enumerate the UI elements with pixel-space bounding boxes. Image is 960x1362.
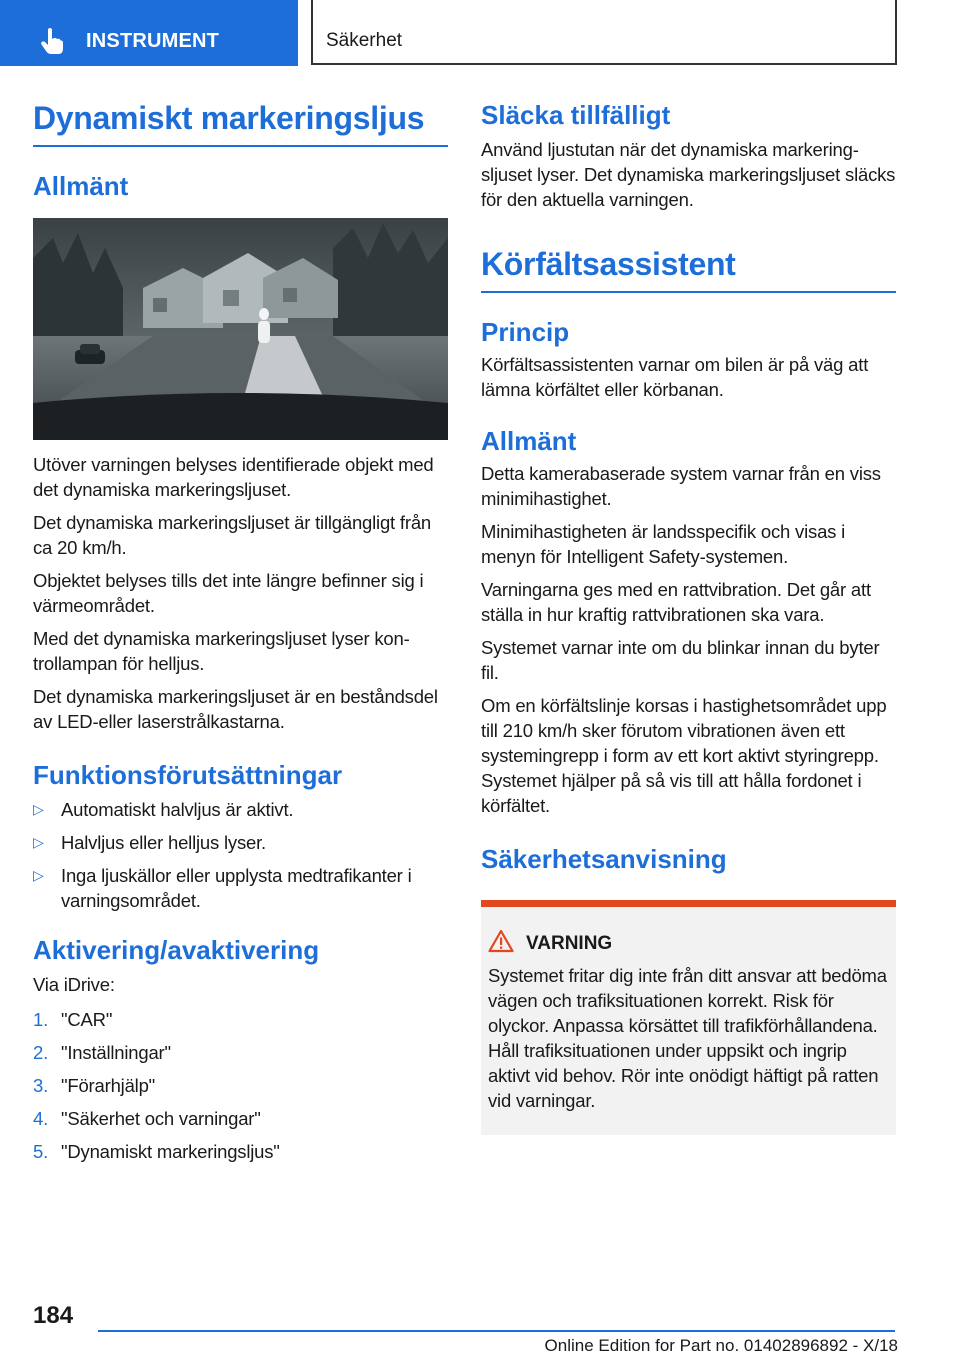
list-item: 1. "CAR" bbox=[33, 1009, 113, 1031]
menu-steps-list bbox=[33, 1007, 448, 1164]
section-heading-general: Allmänt bbox=[33, 170, 129, 201]
page-number: 184 bbox=[33, 1302, 74, 1329]
paragraph: Minimihastigheten är landsspecifik och visas i menyn för Intelligent Safety-systemen. bbox=[481, 521, 846, 568]
night-vision-illustration bbox=[33, 218, 448, 440]
footer-edition: Online Edition for Part no. 01402896892 - X/18 bbox=[544, 1336, 898, 1355]
paragraph: Om en körfältslinje korsas i hastighetsområdet upp till 210 km/h sker förutom vibrationen även ett systemingrepp i form av ett kort aktivt styringrepp. Systemet hjälper på så vis till att hålla fordonet i körfältet. bbox=[481, 695, 887, 817]
list-item: 3. "Förarhjälp" bbox=[33, 1075, 156, 1097]
right-column bbox=[481, 100, 896, 1135]
list-item: 4. "Säkerhet och varningar" bbox=[33, 1108, 261, 1130]
list-item: 5. "Dynamiskt markeringsljus" bbox=[33, 1141, 280, 1163]
paragraph: Med det dynamiska markeringsljuset lyser kontrollampan för helljus. bbox=[33, 627, 410, 674]
paragraph: Utöver varningen belyses identifierade objekt med det dynamiska markeringsljuset. bbox=[33, 453, 434, 500]
section-header bbox=[311, 0, 897, 65]
section-heading-activation: Aktivering/avaktivering bbox=[33, 935, 320, 966]
page-title: Dynamiskt markeringsljus bbox=[33, 100, 448, 147]
paragraph: Det dynamiska markeringsljuset är en beståndsdel av LED-eller laserstrålkastarna. bbox=[33, 685, 438, 732]
section-heading-principle: Princip bbox=[481, 316, 570, 347]
list-item: ▷ Inga ljuskällor eller upplysta medtrafikanter i varningsområdet. bbox=[33, 865, 412, 912]
section-heading-safety: Säkerhetsanvisning bbox=[481, 844, 727, 875]
warning-title: VARNING bbox=[526, 933, 888, 955]
paragraph: Använd ljustutan när det dynamiska markeringsljuset lyser. Det dynamiska markeringsljuset släcks för den aktuella varningen. bbox=[481, 139, 896, 211]
chapter-title-lane-assist: Körfältsassistent bbox=[481, 246, 896, 293]
prerequisite-list bbox=[33, 797, 448, 913]
chapter-tab-label: INSTRUMENT bbox=[86, 30, 220, 52]
paragraph: Körfältsassistenten varnar om bilen är på väg att lämna körfältet eller körbanan. bbox=[481, 354, 869, 401]
section-heading-temporary-off: Släcka tillfälligt bbox=[481, 100, 671, 130]
list-item: ▷ Halvljus eller helljus lyser. bbox=[33, 832, 266, 854]
triangle-bullet-icon: ▷ bbox=[33, 834, 44, 851]
paragraph: Detta kamerabaserade system varnar från en viss minimihastighet. bbox=[481, 463, 881, 510]
activation-intro: Via iDrive: bbox=[33, 974, 115, 996]
pointing-hand-icon bbox=[40, 27, 64, 55]
footer-divider bbox=[98, 1330, 895, 1332]
warning-box bbox=[481, 900, 896, 1135]
paragraph: Det dynamiska markeringsljuset är tillgängligt från ca 20 km/h. bbox=[33, 511, 432, 558]
list-item: 2. "Inställningar" bbox=[33, 1042, 171, 1064]
triangle-bullet-icon: ▷ bbox=[33, 867, 44, 884]
warning-triangle-icon bbox=[488, 929, 514, 953]
paragraph: Varningarna ges med en rattvibration. Det går att ställa in hur kraftig rattvibrationen ska vara. bbox=[481, 579, 871, 626]
section-heading-prerequisites: Funktionsförutsättningar bbox=[33, 759, 343, 790]
left-column bbox=[33, 100, 448, 1164]
paragraph: Objektet belyses tills det inte längre befinner sig i värmeområdet. bbox=[33, 569, 424, 616]
list-item: ▷ Automatiskt halvljus är aktivt. bbox=[33, 799, 294, 821]
paragraph: Systemet varnar inte om du blinkar innan du byter fil. bbox=[481, 637, 880, 684]
section-title: Säkerhet bbox=[326, 30, 403, 51]
chapter-tab[interactable] bbox=[0, 0, 298, 66]
section-heading-general-right: Allmänt bbox=[481, 426, 577, 457]
triangle-bullet-icon: ▷ bbox=[33, 801, 44, 818]
warning-text: Systemet fritar dig inte från ditt ansvar att bedöma vägen och trafiksituationen korrekt. Risk för olyckor. Anpassa körsättet till trafikförhållandena. Håll trafiksituationen under uppsikt och ingrip aktivt vid behov. Rör inte onödigt häftigt på ratten vid varningar. bbox=[488, 964, 887, 1111]
